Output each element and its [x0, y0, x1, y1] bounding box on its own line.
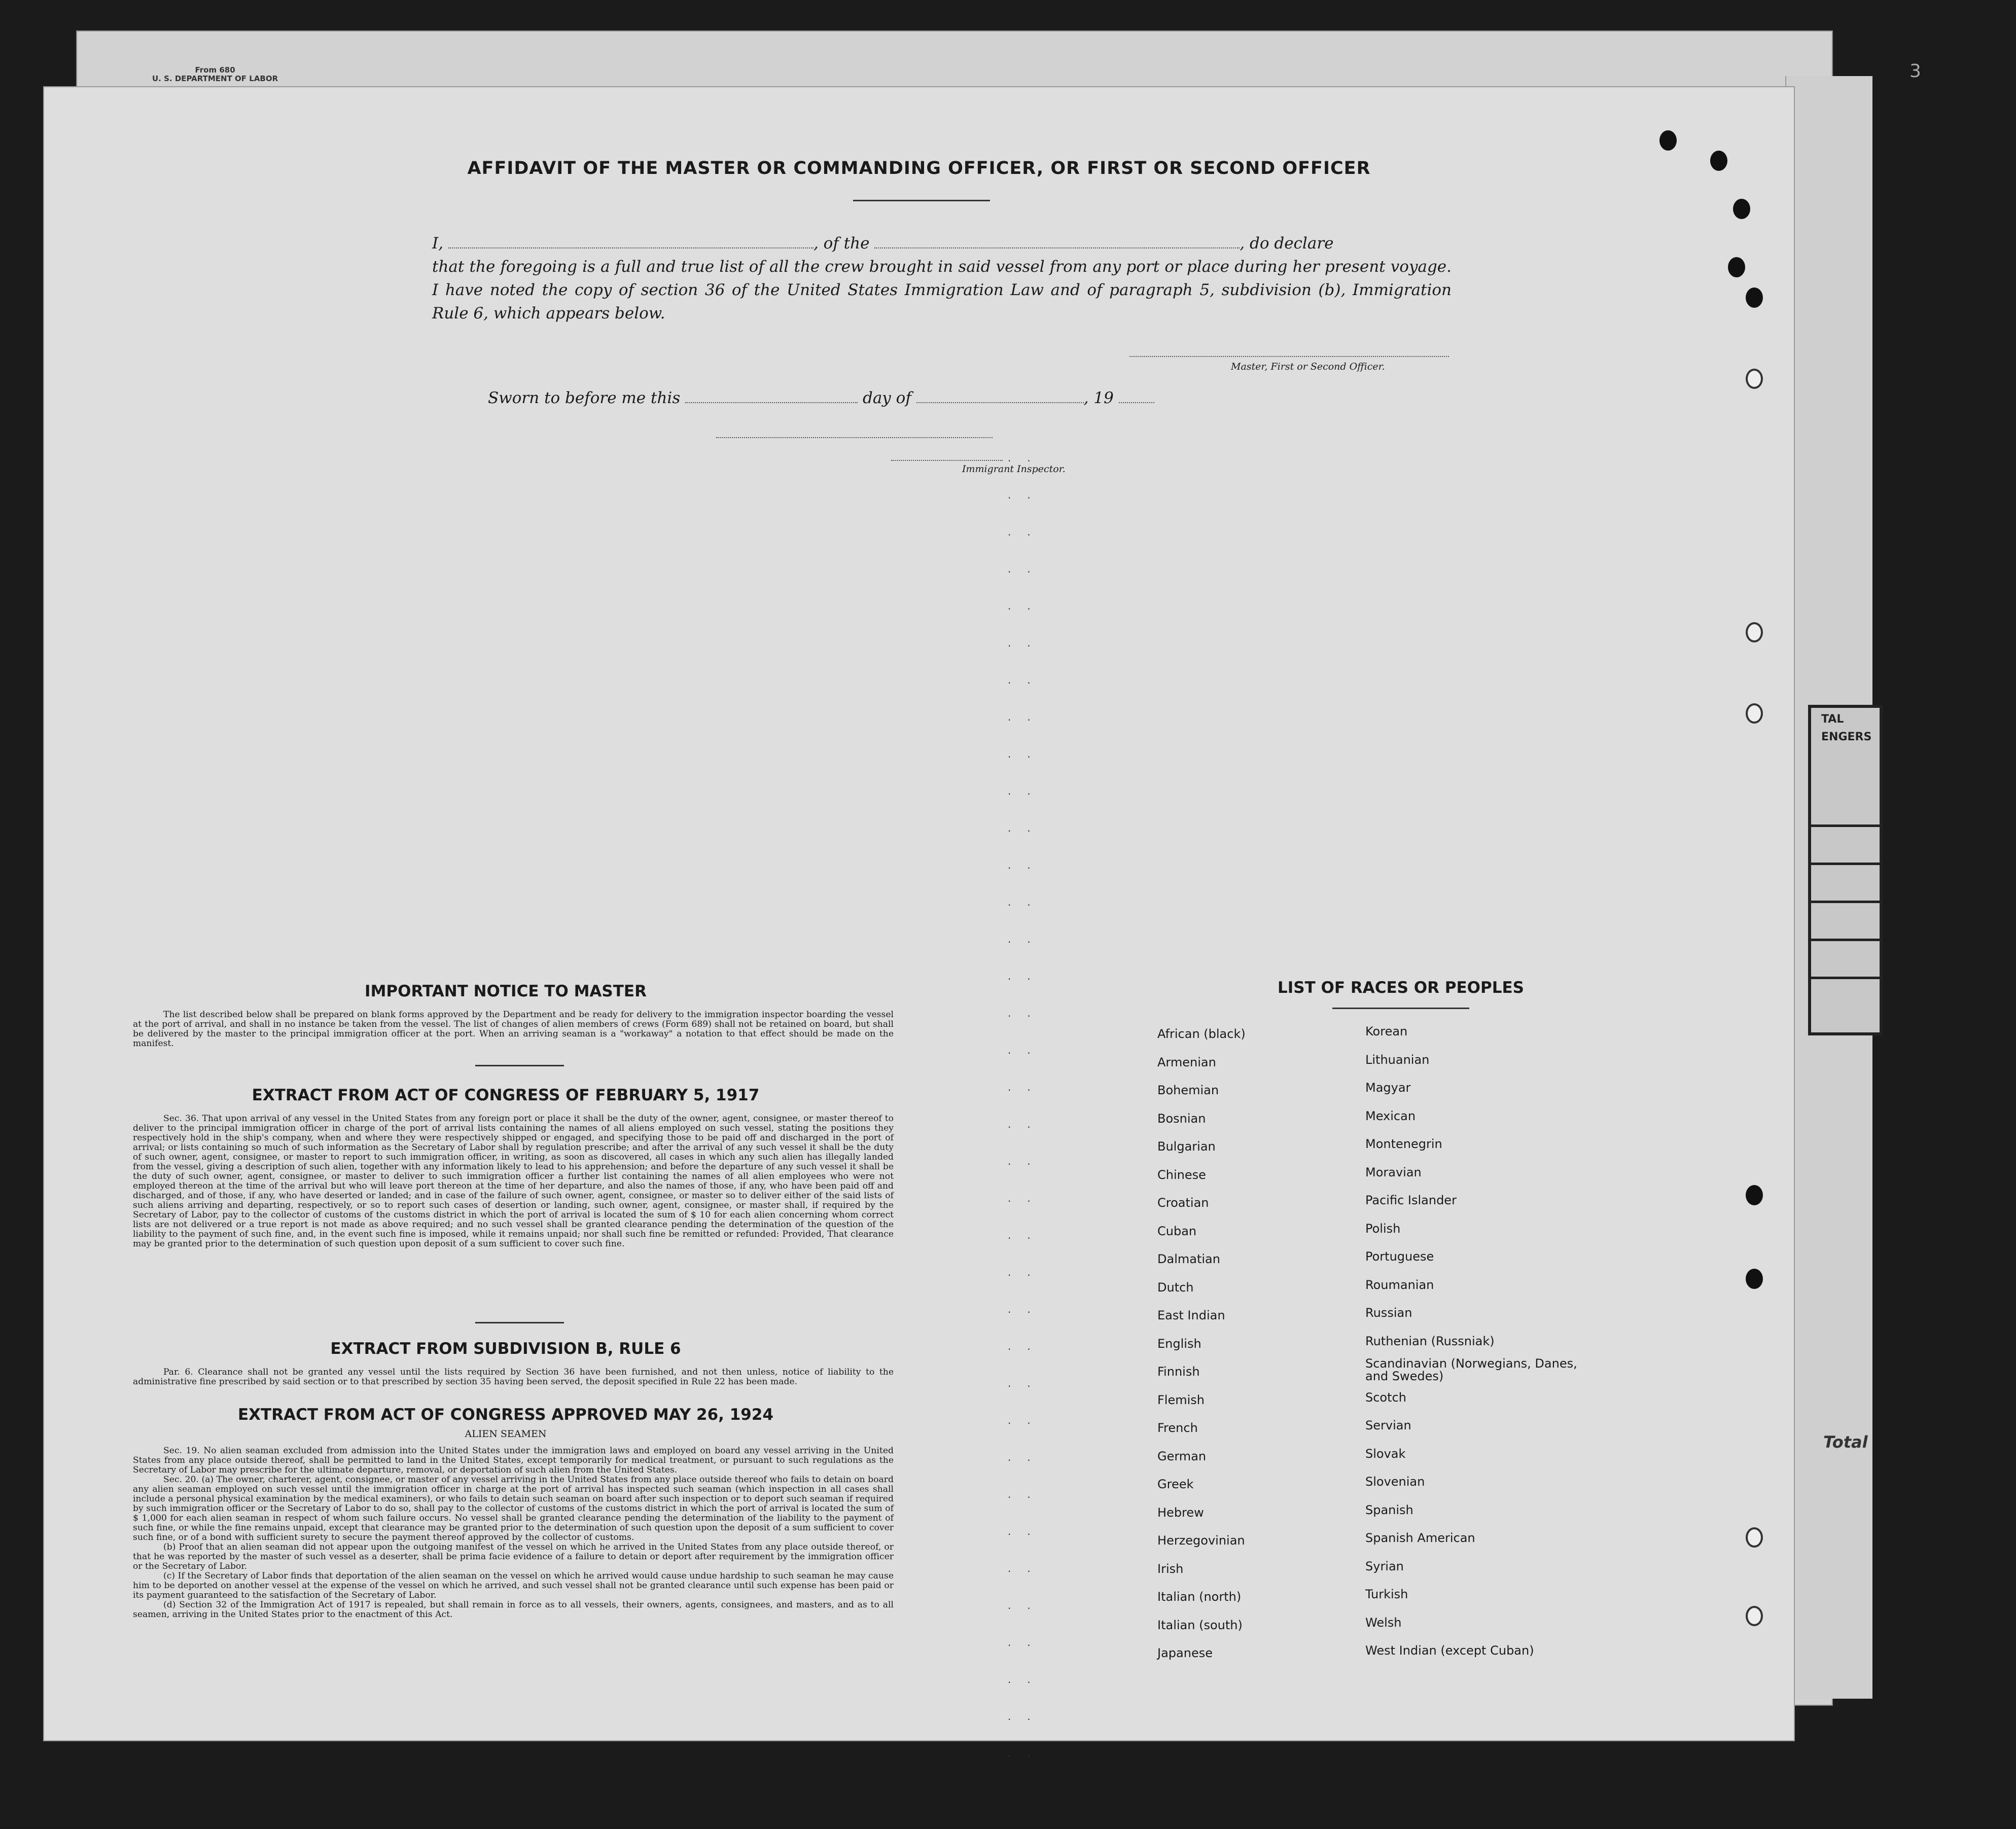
name-blank[interactable] [448, 247, 814, 248]
tally-cell [1811, 827, 1880, 865]
extract-rule6-title: EXTRACT FROM SUBDIVISION B, RULE 6 [330, 1340, 681, 1358]
sworn-prefix: Sworn to before me this [488, 389, 681, 407]
sworn-year-blank[interactable] [1119, 402, 1154, 403]
inspector-caption-line [891, 460, 1003, 461]
inspector-signature-line[interactable] [716, 437, 993, 438]
race-item: East Indian [1157, 1308, 1225, 1322]
race-item: Scandinavian (Norwegians, Danes, and Swedes) [1365, 1356, 1577, 1383]
divider [475, 1065, 564, 1066]
form-number: From 680 [195, 65, 235, 75]
sworn-year: , 19 [1083, 389, 1114, 407]
races-title: LIST OF RACES OR PEOPLES [1277, 979, 1525, 997]
extract-1924-title: EXTRACT FROM ACT OF CONGRESS APPROVED MAY 26, 1924 [237, 1406, 774, 1424]
race-item: Flemish [1157, 1392, 1205, 1407]
tally-cell [1811, 865, 1880, 903]
sworn-month-blank[interactable] [916, 402, 1084, 403]
race-item: Italian (north) [1157, 1590, 1242, 1604]
race-item: Hebrew [1157, 1505, 1204, 1520]
sworn-day-blank[interactable] [685, 402, 858, 403]
race-item: Irish [1157, 1561, 1184, 1576]
punch-hole-icon [1746, 622, 1763, 642]
race-item: Turkish [1365, 1587, 1408, 1601]
tally-cell [1811, 941, 1880, 979]
extract-1924-subtitle: ALIEN SEAMEN [465, 1428, 547, 1440]
divider [475, 1322, 564, 1323]
punch-hole-icon [1746, 1185, 1763, 1205]
extract-1917-paragraph: Sec. 36. That upon arrival of any vessel in the United States from any foreign port or place it shall be the duty of the owner, agent, consignee, or master thereof to deliver to the principal immigration officer in charge of the port of arrival lists containing the names of all aliens employed on such vessel, stating the positions they respectively hold in the ship's company, when and where they were respectively shipped or engaged, and specifying those to be paid off and discharged in the port of arrival; or lists containing so much of such information as the Secretary of Labor shall by regulation prescribe; and after the arrival of any such vessel it shall be the duty of such owner, agent, consignee, or master to report to such immigration officer, in writing, as soon as discovered, all cases in which any such alien has illegally landed from the vessel, giving a description of such alien, together with any information likely to lead to his apprehension; and before the departure of any such vessel it shall be the duty of such owner, agent, consignee, or master to deliver to such immigration officer a further list containing the names of all alien employees who were not employed thereon at the time of the arrival but who will leave port thereon at the time of her departure, and also the names of those, if any, who have been paid off and discharged, and of those, if any, who have deserted or landed; and in case of the failure of such owner, agent, consignee, or master so to deliver either of the said lists of such aliens arriving and departing, respectively, or so to report such cases of desertion or landing, such owner, agent, consignee, or master shall, if required by the Secretary of Labor, pay to the collector of customs of the customs district in which the port of arrival is located the sum of $ 10 for each alien concerning whom correct lists are not delivered or a true report is not made as above required; and no such vessel shall be granted clearance pending the determination of the question of the liability to the payment of such fine, and, in the event such fine is imposed, while it remains unpaid; nor shall such fine be remitted or refunded: Provided, That clearance may be granted prior to the determination of such question upon deposit of a sum sufficient to cover such fine. [133, 1114, 894, 1249]
race-item: Mexican [1365, 1108, 1416, 1123]
race-item: Slovak [1365, 1446, 1406, 1461]
race-item: Spanish [1365, 1502, 1413, 1517]
extract-1917-text [133, 1114, 894, 1249]
punch-hole-icon [1733, 199, 1750, 219]
extract-1924-paragraph: (c) If the Secretary of Labor finds that deportation of the alien seaman on the vessel on which he arrived would cause undue hardship to such seaman he may cause him to be deported on another vessel at the expense of the vessel on which he arrived, and such vessel shall not be granted clearance until such expense has been paid or its payment guaranteed to the satisfaction of the Secretary of Labor. [133, 1571, 894, 1600]
sworn-statement [488, 389, 1154, 407]
race-item: Scotch [1365, 1390, 1406, 1405]
extract-1924-paragraph: (b) Proof that an alien seaman did not appear upon the outgoing manifest of the vessel on which he arrived in the United States from any place outside thereof, or that he was reported by the master of such vessel as a deserter, shall be prima facie evidence of a failure to detain or deport after requirement by the immigration officer or the Secretary of Labor. [133, 1542, 894, 1571]
page-number: 3 [1909, 61, 1921, 82]
race-item: French [1157, 1421, 1198, 1435]
race-item: West Indian (except Cuban) [1365, 1643, 1534, 1658]
sworn-day-of: day of [862, 389, 911, 407]
punch-hole-icon [1746, 1269, 1763, 1289]
race-item: Syrian [1365, 1559, 1404, 1573]
race-item: German [1157, 1449, 1207, 1463]
race-item: Welsh [1365, 1615, 1402, 1630]
tally-box [1808, 705, 1883, 1035]
notice-text [133, 1010, 894, 1049]
tally-cell [1811, 903, 1880, 941]
affidavit-page [43, 86, 1795, 1760]
notice-title: IMPORTANT NOTICE TO MASTER [365, 982, 647, 1000]
races-right-column [1365, 1018, 1578, 1665]
race-item: Japanese [1157, 1646, 1213, 1660]
affidavit-i: I, [432, 234, 444, 253]
total-label: Total [1823, 1432, 1868, 1452]
affidavit-statement [432, 232, 1452, 325]
affidavit-title: AFFIDAVIT OF THE MASTER OR COMMANDING OFFICER, OR FIRST OR SECOND OFFICER [467, 158, 1371, 178]
department-name: U. S. DEPARTMENT OF LABOR [152, 74, 278, 83]
extract-1917-title: EXTRACT FROM ACT OF CONGRESS OF FEBRUARY 5, 1917 [252, 1086, 760, 1104]
notice-paragraph: The list described below shall be prepared on blank forms approved by the Department and be ready for delivery to the immigration inspector boarding the vessel at the port of arrival, and shall in no instance be taken from the vessel. The list of changes of alien members of crews (Form 689) shall not be retained on board, but shall be delivered by the master to the principal immigration officer at the port. When an arriving seaman is a "workaway" a notation to that effect should be made on the manifest. [133, 1010, 894, 1049]
race-item: Polish [1365, 1221, 1401, 1236]
punch-hole-icon [1659, 130, 1677, 151]
dotted-column: .. .. .. .. .. .. .. .. .. .. .. .. .. .. .. .. .. .. .. .. .. .. .. .. .. .. .. .. .. .. .. .. .. .. .. .. [1008, 452, 1047, 1760]
race-item: African (black) [1157, 1027, 1246, 1041]
divider [853, 200, 990, 201]
punch-hole-icon [1746, 703, 1763, 724]
extract-1924-paragraph: Sec. 20. (a) The owner, charterer, agent, consignee, or master of any vessel arriving in the United States from any place outside thereof who fails to detain on board any alien seaman employed on such vessel until the immigration officer in charge at the port of arrival has inspected such seaman (which inspection in all cases shall include a personal physical examination by the medical examiners), or who fails to detain such seaman on board after such inspection or to deport such seaman if required by such immigration officer or the Secretary of Labor to do so, shall pay to the collector of customs of the customs district in which the port of arrival is located the sum of $ 1,000 for each alien seaman in respect of whom such failure occurs. No vessel shall be granted clearance pending the determination of the liability to the payment of such fine, or while the fine remains unpaid, except that clearance may be granted prior to the determination of such question upon the deposit of a sum sufficient to cover such fine, or of a bond with sufficient surety to secure the payment thereof approved by the collector of customs. [133, 1475, 894, 1543]
punch-hole-icon [1746, 288, 1763, 308]
vessel-blank[interactable] [874, 247, 1240, 248]
affidavit-of-the: , of the [813, 234, 870, 253]
race-item: Servian [1365, 1418, 1411, 1432]
race-item: Dalmatian [1157, 1252, 1220, 1266]
race-item: Chinese [1157, 1167, 1206, 1182]
tally-cell [1811, 789, 1880, 827]
race-item: Roumanian [1365, 1277, 1434, 1292]
extract-rule6-text [133, 1368, 894, 1387]
race-item: Magyar [1365, 1081, 1411, 1095]
punch-hole-icon [1746, 1606, 1763, 1626]
affidavit-do-declare: , do declare [1240, 234, 1334, 253]
race-item: Moravian [1365, 1165, 1422, 1179]
master-signature-line[interactable] [1129, 356, 1449, 357]
race-item: Slovenian [1365, 1475, 1425, 1489]
race-item: Pacific Islander [1365, 1193, 1457, 1207]
race-item: Armenian [1157, 1055, 1216, 1069]
affidavit-body: that the foregoing is a full and true list of all the crew brought in said vessel from any port or place during her present voyage. I have noted the copy of section 36 of the United States Immigration Law and of paragraph 5, subdivision (b), Immigration Rule 6, which appears below. [432, 258, 1452, 322]
punch-hole-icon [1746, 1527, 1763, 1548]
punch-hole-icon [1728, 257, 1745, 277]
race-item: Bulgarian [1157, 1139, 1216, 1154]
tally-label-2: ENGERS [1821, 731, 1872, 743]
extract-rule6-paragraph: Par. 6. Clearance shall not be granted any vessel until the lists required by Section 36 have been furnished, and not then unless, notice of liability to the administrative fine prescribed by said section or to that prescribed by section 35 having been served, the deposit specified in Rule 22 has been made. [133, 1367, 894, 1387]
punch-hole-icon [1746, 369, 1763, 389]
extract-1924-text [133, 1446, 894, 1620]
divider [1332, 1008, 1469, 1009]
extract-1924-paragraph: (d) Section 32 of the Immigration Act of 1917 is repealed, but shall remain in force as to all vessels, their owners, agents, consignees, and masters, and as to all seamen, arriving in the United States prior to the enactment of this Act. [133, 1600, 894, 1620]
tally-label-1: TAL [1821, 713, 1844, 726]
race-item: Bohemian [1157, 1083, 1219, 1097]
race-item: Italian (south) [1157, 1618, 1243, 1632]
race-item: English [1157, 1336, 1201, 1351]
inspector-caption: Immigrant Inspector. [962, 463, 1066, 475]
race-item: Croatian [1157, 1196, 1209, 1210]
race-item: Spanish American [1365, 1531, 1475, 1545]
race-item: Bosnian [1157, 1111, 1206, 1126]
race-item: Greek [1157, 1477, 1194, 1491]
race-item: Montenegrin [1365, 1137, 1442, 1151]
form-header [152, 66, 278, 83]
races-left-column [1157, 1020, 1246, 1668]
race-item: Russian [1365, 1306, 1412, 1320]
extract-1924-paragraph: Sec. 19. No alien seaman excluded from admission into the United States under the immigration laws and employed on board any vessel arriving in the United States from any place outside thereof, shall be permitted to land in the United States, except temporarily for medical treatment, or pursuant to such regulations as the Secretary of Labor may prescribe for the ultimate departure, removal, or deportation of such alien from the United States. [133, 1446, 894, 1475]
race-item: Herzegovinian [1157, 1533, 1245, 1548]
race-item: Ruthenian (Russniak) [1365, 1334, 1495, 1348]
race-item: Korean [1365, 1024, 1408, 1038]
master-signature-caption: Master, First or Second Officer. [1231, 361, 1385, 372]
race-item: Portuguese [1365, 1249, 1434, 1264]
race-item: Dutch [1157, 1280, 1194, 1295]
race-item: Cuban [1157, 1224, 1197, 1238]
race-item: Finnish [1157, 1365, 1200, 1379]
race-item: Lithuanian [1365, 1052, 1430, 1067]
